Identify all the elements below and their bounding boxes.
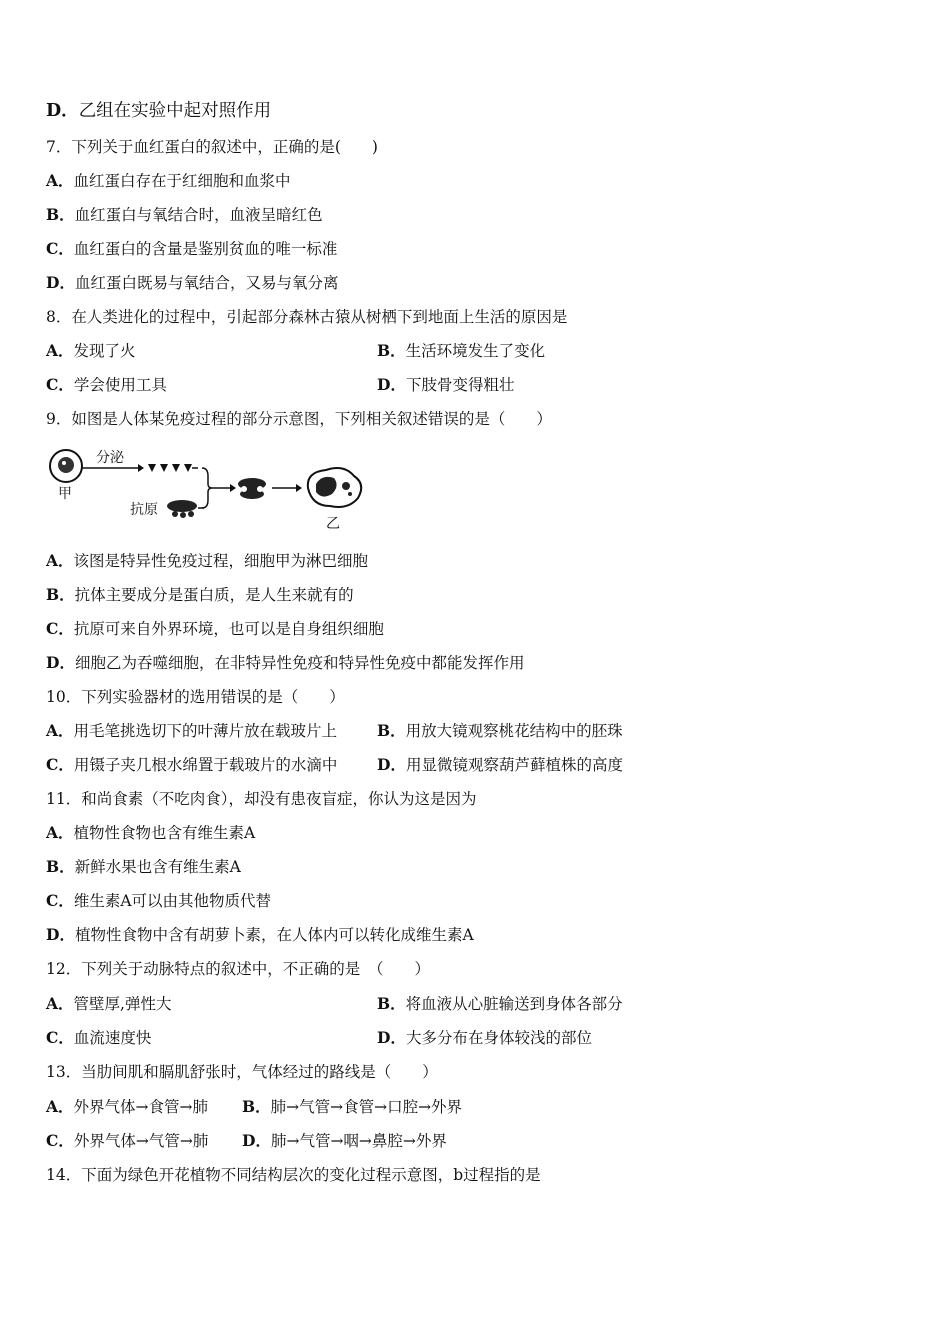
option-label: C．	[46, 755, 74, 774]
q9-stem: 9．如图是人体某免疫过程的部分示意图，下列相关叙述错误的是（ ）	[46, 410, 552, 428]
cell-b-label: 乙	[326, 516, 340, 532]
antigen-label: 抗原	[130, 502, 158, 518]
q9-option-c	[46, 619, 384, 639]
option-label: C．	[46, 375, 74, 394]
option-label: B．	[377, 721, 406, 740]
option-label: C．	[46, 891, 74, 910]
option-text: 抗体主要成分是蛋白质，是人生来就有的	[74, 586, 354, 604]
option-text: 乙组在实验中起对照作用	[78, 101, 272, 121]
q13-option-b	[242, 1097, 462, 1117]
option-text: 肺→气管→咽→鼻腔→外界	[270, 1132, 447, 1150]
option-label: C．	[46, 1028, 74, 1047]
option-label: D．	[242, 1131, 271, 1150]
option-text: 抗原可来自外界环境，也可以是自身组织细胞	[73, 620, 384, 638]
option-text: 将血液从心脏输送到身体各部分	[405, 995, 623, 1013]
q8-option-d	[377, 375, 514, 395]
option-text: 用毛笔挑选切下的叶薄片放在载玻片上	[73, 722, 338, 740]
q7-stem: 7．下列关于血红蛋白的叙述中，正确的是( )	[46, 138, 378, 156]
q10-option-c	[46, 755, 337, 775]
q10-option-d	[377, 755, 623, 775]
option-label: D．	[377, 1028, 406, 1047]
q12-option-d	[377, 1028, 592, 1048]
option-label: C．	[46, 619, 74, 638]
q9-option-d	[46, 653, 524, 673]
q10-option-a	[46, 721, 337, 741]
q10-option-b	[377, 721, 623, 741]
option-label: C．	[46, 239, 74, 258]
q7-option-c	[46, 239, 337, 259]
option-text: 血红蛋白既易与氧结合，又易与氧分离	[74, 274, 339, 292]
option-text: 肺→气管→食管→口腔→外界	[270, 1098, 463, 1116]
q9-option-b	[46, 585, 354, 605]
q13-stem: 13．当肋间肌和膈肌舒张时，气体经过的路线是（ ）	[46, 1063, 438, 1081]
antigen-antibody-complex-icon	[238, 478, 266, 499]
option-label: B．	[46, 857, 75, 876]
option-label: C．	[46, 1131, 74, 1150]
option-label: A．	[46, 1097, 74, 1116]
option-label: B．	[377, 341, 406, 360]
option-label: B．	[377, 994, 406, 1013]
q8-option-a	[46, 341, 136, 361]
option-text: 用显微镜观察葫芦藓植株的高度	[405, 756, 623, 774]
q12-option-a	[46, 994, 171, 1014]
option-text: 发现了火	[73, 342, 136, 360]
option-label: D．	[46, 101, 79, 121]
option-text: 新鲜水果也含有维生素A	[74, 858, 241, 876]
q13-option-c	[46, 1131, 208, 1151]
q12-option-b	[377, 994, 623, 1014]
q11-option-d	[46, 925, 474, 945]
q8-stem: 8．在人类进化的过程中，引起部分森林古猿从树栖下到地面上生活的原因是	[46, 308, 568, 326]
option-text: 血红蛋白的含量是鉴别贫血的唯一标准	[73, 240, 338, 258]
q13-option-d	[242, 1131, 447, 1151]
option-text: 学会使用工具	[73, 376, 167, 394]
q10-stem: 10．下列实验器材的选用错误的是（ ）	[46, 688, 345, 706]
option-text: 植物性食物也含有维生素A	[73, 824, 256, 842]
q14-stem: 14．下面为绿色开花植物不同结构层次的变化过程示意图，b过程指的是	[46, 1166, 541, 1184]
q7-option-a	[46, 171, 291, 191]
cell-a-icon	[50, 450, 82, 482]
option-label: B．	[242, 1097, 271, 1116]
option-label: D．	[377, 755, 406, 774]
option-text: 维生素A可以由其他物质代替	[73, 892, 272, 910]
q9-option-a	[46, 551, 368, 571]
secrete-label: 分泌	[96, 450, 124, 466]
brace	[202, 468, 212, 508]
option-text: 血流速度快	[73, 1029, 152, 1047]
option-text: 用放大镜观察桃花结构中的胚珠	[405, 722, 623, 740]
q11-stem: 11．和尚食素（不吃肉食），却没有患夜盲症，你认为这是因为	[46, 790, 477, 808]
option-label: D．	[46, 653, 75, 672]
option-label: A．	[46, 823, 74, 842]
q11-option-b	[46, 857, 241, 877]
q6-option-d	[46, 101, 271, 121]
q8-option-c	[46, 375, 167, 395]
option-label: D．	[46, 925, 75, 944]
q12-stem: 12．下列关于动脉特点的叙述中，不正确的是 （ ）	[46, 960, 430, 978]
option-text: 大多分布在身体较浅的部位	[405, 1029, 592, 1047]
option-text: 血红蛋白与氧结合时，血液呈暗红色	[74, 206, 323, 224]
option-label: D．	[377, 375, 406, 394]
antibody-icons	[148, 464, 192, 472]
immune-process-diagram	[44, 444, 374, 536]
antigen-icon	[167, 500, 197, 518]
option-label: D．	[46, 273, 75, 292]
q11-option-c	[46, 891, 271, 911]
q7-option-b	[46, 205, 323, 225]
option-text: 管壁厚,弹性大	[73, 995, 172, 1013]
cell-b-icon	[308, 468, 361, 507]
option-text: 生活环境发生了变化	[405, 342, 546, 360]
option-label: A．	[46, 994, 74, 1013]
q12-option-c	[46, 1028, 151, 1048]
option-label: A．	[46, 551, 74, 570]
option-text: 细胞乙为吞噬细胞，在非特异性免疫和特异性免疫中都能发挥作用	[74, 654, 525, 672]
option-text: 该图是特异性免疫过程，细胞甲为淋巴细胞	[73, 552, 369, 570]
cell-a-label: 甲	[58, 486, 72, 502]
secrete-arrowhead	[138, 464, 144, 472]
q13-option-a	[46, 1097, 208, 1117]
option-label: A．	[46, 721, 74, 740]
q8-option-b	[377, 341, 545, 361]
option-text: 下肢骨变得粗壮	[405, 376, 515, 394]
option-text: 外界气体→食管→肺	[73, 1098, 209, 1116]
option-label: A．	[46, 341, 74, 360]
option-label: A．	[46, 171, 74, 190]
option-label: B．	[46, 585, 75, 604]
q7-option-d	[46, 273, 338, 293]
option-text: 外界气体→气管→肺	[73, 1132, 209, 1150]
option-label: B．	[46, 205, 75, 224]
option-text: 血红蛋白存在于红细胞和血浆中	[73, 172, 291, 190]
q11-option-a	[46, 823, 255, 843]
option-text: 植物性食物中含有胡萝卜素，在人体内可以转化成维生素A	[74, 926, 474, 944]
option-text: 用镊子夹几根水绵置于载玻片的水滴中	[73, 756, 338, 774]
